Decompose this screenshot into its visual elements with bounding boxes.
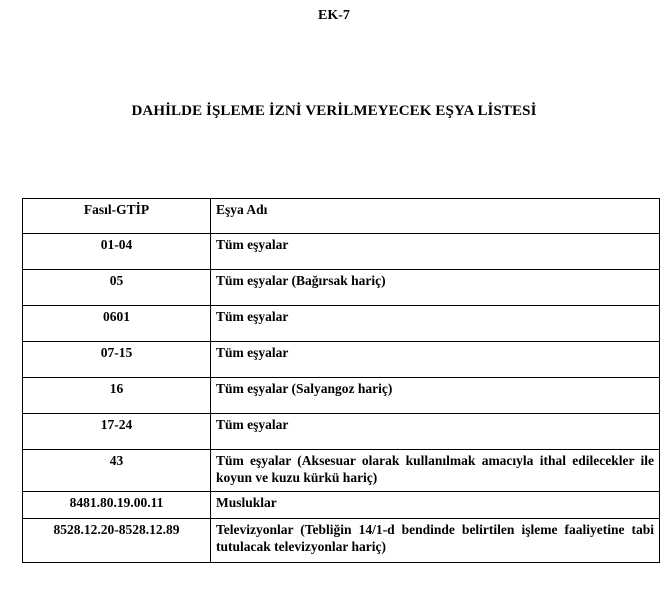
row-code: 05 bbox=[23, 270, 211, 306]
document-title: DAHİLDE İŞLEME İZNİ VERİLMEYECEK EŞYA LİSTESİ bbox=[131, 103, 537, 119]
table-row bbox=[23, 414, 660, 450]
table-row bbox=[23, 492, 660, 519]
header-code: Fasıl-GTİP bbox=[23, 199, 211, 234]
table-header-row bbox=[23, 199, 660, 234]
row-code: 16 bbox=[23, 378, 211, 414]
table-row bbox=[23, 450, 660, 492]
row-code: 0601 bbox=[23, 306, 211, 342]
row-name: Tüm eşyalar bbox=[211, 306, 660, 342]
row-code: 8528.12.20-8528.12.89 bbox=[23, 519, 211, 563]
row-code: 8481.80.19.00.11 bbox=[23, 492, 211, 519]
table-row bbox=[23, 378, 660, 414]
row-name: Tüm eşyalar bbox=[211, 342, 660, 378]
row-code: 17-24 bbox=[23, 414, 211, 450]
row-name: Tüm eşyalar (Aksesuar olarak kullanılmak amacıyla ithal edilecekler ile koyun ve kuzu kürkü hariç) bbox=[211, 450, 660, 492]
table-row bbox=[23, 342, 660, 378]
table-row bbox=[23, 270, 660, 306]
row-name: Tüm eşyalar (Bağırsak hariç) bbox=[211, 270, 660, 306]
row-code: 01-04 bbox=[23, 234, 211, 270]
row-code: 43 bbox=[23, 450, 211, 492]
table-row bbox=[23, 234, 660, 270]
table-row bbox=[23, 519, 660, 563]
goods-table bbox=[22, 198, 660, 563]
table-row bbox=[23, 306, 660, 342]
row-name: Tüm eşyalar (Salyangoz hariç) bbox=[211, 378, 660, 414]
annex-label: EK-7 bbox=[318, 8, 350, 23]
row-name: Tüm eşyalar bbox=[211, 234, 660, 270]
row-name: Televizyonlar (Tebliğin 14/1-d bendinde belirtilen işleme faaliyetine tabi tutulacak televizyonlar hariç) bbox=[211, 519, 660, 563]
row-name: Musluklar bbox=[211, 492, 660, 519]
header-name: Eşya Adı bbox=[211, 199, 660, 234]
row-code: 07-15 bbox=[23, 342, 211, 378]
row-name: Tüm eşyalar bbox=[211, 414, 660, 450]
